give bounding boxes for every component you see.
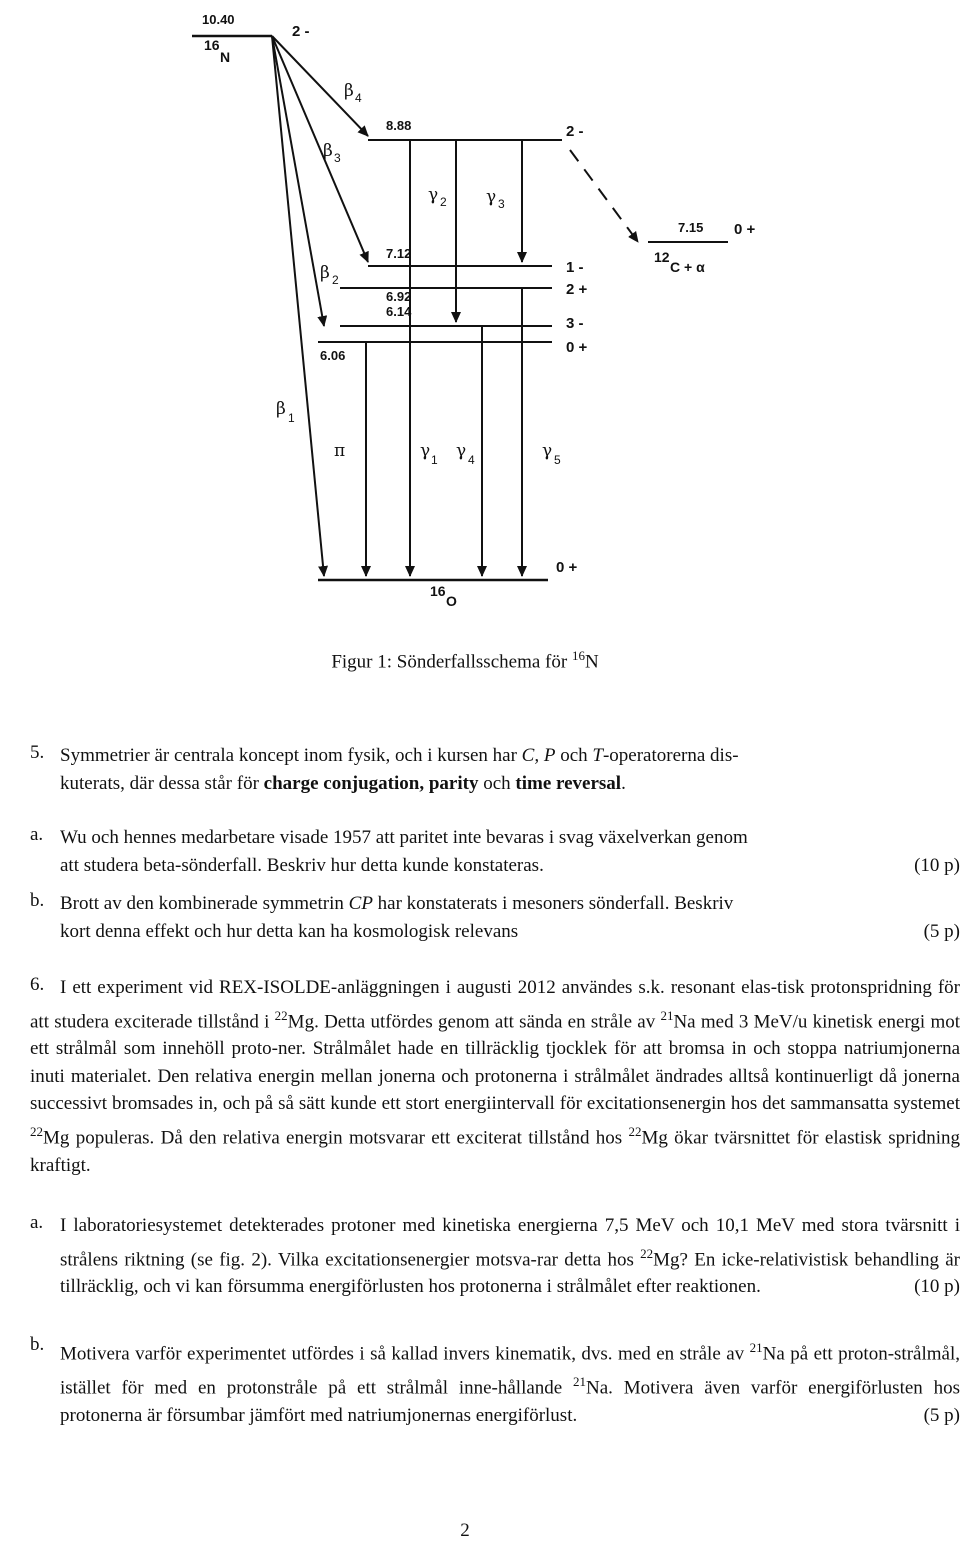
- question-5-intro: Symmetrier är centrala koncept inom fysik, och i kursen har C, P och T-operatorerna dis- kuterats, där dessa står för charge conjugation, parity och time reversal.: [60, 745, 739, 794]
- level-8-88-spin: 2 -: [566, 123, 584, 140]
- beta2-subscript: 2: [332, 273, 339, 287]
- gamma3-subscript: 3: [498, 197, 505, 211]
- level-8-88-energy: 8.88: [386, 118, 412, 133]
- question-6a-points: (10 p): [914, 1276, 960, 1298]
- page-number: 2: [460, 1520, 470, 1541]
- pi-label: π: [334, 441, 346, 461]
- beta2-arrow: [272, 36, 324, 326]
- beta3-label: β: [323, 141, 333, 161]
- alpha-channel-label: C + α: [670, 259, 705, 275]
- level-7-12-energy: 7.12: [386, 246, 412, 261]
- question-6b-points: (5 p): [923, 1404, 960, 1426]
- beta1-arrow: [272, 36, 324, 576]
- beta2-label: β: [320, 263, 330, 283]
- daughter-nucleus-mass: 16: [430, 583, 446, 599]
- beta1-subscript: 1: [288, 411, 295, 425]
- parent-energy-label: 10.40: [202, 12, 235, 27]
- level-6-92-spin: 2 +: [566, 281, 588, 298]
- gamma1-label: γ: [420, 441, 431, 461]
- alpha-channel-energy: 7.15: [678, 220, 704, 235]
- gamma2-subscript: 2: [440, 195, 447, 209]
- level-6-14-spin: 3 -: [566, 315, 584, 332]
- decay-scheme-diagram: [0, 0, 960, 640]
- beta4-subscript: 4: [355, 91, 362, 105]
- beta1-label: β: [276, 399, 286, 419]
- alpha-channel-spin: 0 +: [734, 221, 756, 238]
- gamma3-label: γ: [486, 187, 497, 207]
- question-5a-label: a.: [30, 824, 44, 845]
- level-6-14-energy: 6.14: [386, 304, 412, 319]
- gamma2-label: γ: [428, 185, 439, 205]
- question-6a-label: a.: [30, 1212, 44, 1233]
- beta3-subscript: 3: [334, 151, 341, 165]
- alpha-decay-dashed-arrow: [570, 150, 638, 242]
- question-6a-text: I laboratoriesystemet detekterades protoner med kinetiska energierna 7,5 MeV och 10,1 MeV med stora tvärsnitt i strålens riktning (se fig. 2). Vilka excitationsenergier motsva-rar detta hos $^{22}$Mg? En icke-relativistisk behandling är tillräcklig, och vi kan försumma energiförlusten hos protonerna i strålmålet efter reaktionen. (10 p): [60, 1212, 960, 1301]
- alpha-carbon-mass: 12: [654, 249, 670, 265]
- question-5b-points: (5 p): [923, 920, 960, 942]
- question-5b-text: Brott av den kombinerade symmetrin CP har konstaterats i mesoners sönderfall. Beskriv kort denna effekt och hur detta kan ha kosmologisk relevans (5 p): [60, 890, 960, 945]
- question-6b-text: Motivera varför experimentet utfördes i så kallad invers kinematik, dvs. med en stråle av $^{21}$Na på ett proton-strålmål, istället för med en protonstråle på ett strålmål inne-hållande $^{21}$Na. Motivera även varför energiförlusten hos protonerna är försumbar jämfört med natriumjonernas energiförlust. (5 p): [60, 1334, 960, 1429]
- parent-nucleus-symbol: N: [220, 49, 231, 65]
- gamma4-subscript: 4: [468, 453, 475, 467]
- gamma4-label: γ: [456, 441, 467, 461]
- gamma1-subscript: 1: [431, 453, 438, 467]
- question-5-number: 5.: [30, 742, 45, 763]
- parent-nucleus-mass: 16: [204, 37, 220, 53]
- gamma5-label: γ: [542, 441, 553, 461]
- level-6-06-spin: 0 +: [566, 339, 588, 356]
- question-6-intro: I ett experiment vid REX-ISOLDE-anläggningen i augusti 2012 användes s.k. resonant elas-tisk protonspridning för att studera exciterade tillstånd i $^{22}$Mg. Detta utfördes genom att sända en stråle av $^{21}$Na med 3 MeV/u kinetisk energi mot ett strålmål som innehöll proto-ner. Strålmålet hade en tillräcklig tjocklek för att bromsa in och stoppa natriumjonerna inuti materialet. Den relativa energin mellan jonerna och protonerna i strålmålet ändrades alltså kontinuerligt då jonerna successivt bromsades in, och på så sätt kunde ett stort energiintervall för excitationsenergin hos det sammansatta systemet $^{22}$Mg populeras. Då den relativa energin motsvarar ett exciterat tillstånd hos $^{22}$Mg ökar tvärsnittet för elastisk spridning kraftigt.: [30, 977, 960, 1176]
- beta3-arrow: [272, 36, 368, 262]
- ground-spin-label: 0 +: [556, 559, 578, 576]
- question-5a-points: (10 p): [914, 854, 960, 876]
- daughter-nucleus-symbol: O: [446, 593, 457, 609]
- level-6-06-energy: 6.06: [320, 348, 346, 363]
- parent-spin-label: 2 -: [292, 23, 310, 40]
- question-6-number: 6.: [30, 974, 45, 995]
- question-5a-text: Wu och hennes medarbetare visade 1957 att paritet inte bevaras i svag växelverkan genom att studera beta-sönderfall. Beskriv hur detta kunde konstateras. (10 p): [60, 824, 960, 879]
- question-6b-label: b.: [30, 1334, 45, 1355]
- question-5b-label: b.: [30, 890, 45, 911]
- beta4-label: β: [344, 81, 354, 101]
- gamma5-subscript: 5: [554, 453, 561, 467]
- figure-caption: Figur 1: Sönderfallsschema för $^{16}$N: [331, 648, 599, 673]
- level-6-92-energy: 6.92: [386, 289, 412, 304]
- level-7-12-spin: 1 -: [566, 259, 584, 276]
